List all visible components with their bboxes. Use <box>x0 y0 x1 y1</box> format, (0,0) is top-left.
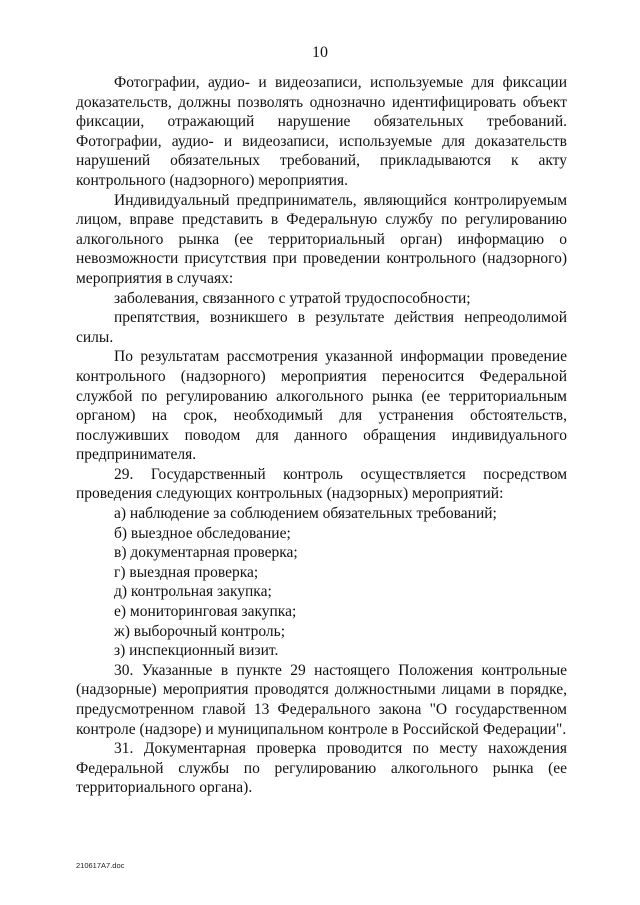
list-item: д) контрольная закупка; <box>114 583 272 601</box>
page-number: 10 <box>312 44 328 61</box>
list-item: ж) выборочный контроль; <box>114 622 286 640</box>
list-item: е) мониторинговая закупка; <box>114 603 297 621</box>
paragraph-30-officials: 30. Указанные в пункте 29 настоящего Положения контрольные (надзорные) мероприятия проводятся должностными лицами в порядке, предусмотренном главой 13 Федерального закона "О государственном контроле (надзоре) и муниципальном контроле в Российской Федерации". <box>76 661 567 738</box>
paragraph-entrepreneur-absence: Индивидуальный предприниматель, являющийся контролируемым лицом, вправе представить в Федеральную службу по регулированию алкогольного рынка (ее территориальный орган) информацию о невозможности присутствия при проведении контрольного (надзорного) мероприятия в случаях: <box>76 191 567 287</box>
list-item: б) выездное обследование; <box>114 524 291 542</box>
paragraph-postponement: По результатам рассмотрения указанной информации проведение контрольного (надзорного) мероприятия переносится Федеральной службой по регулированию алкогольного рынка (ее территориальным органом) на срок, необходимый для устранения обстоятельств, послуживших поводом для данного обращения индивидуального предпринимателя. <box>76 348 567 464</box>
list-item: г) выездная проверка; <box>114 563 259 581</box>
list-item: а) наблюдение за соблюдением обязательных требований; <box>114 505 497 523</box>
list-item: з) инспекционный визит. <box>114 642 279 660</box>
paragraph-29-control-measures: 29. Государственный контроль осуществляется посредством проведения следующих контрольных (надзорных) мероприятий: <box>76 465 567 503</box>
document-body <box>76 73 567 798</box>
paragraph-case-force-majeure: препятствия, возникшего в результате действия непреодолимой силы. <box>76 309 567 346</box>
paragraph-case-illness: заболевания, связанного с утратой трудоспособности; <box>114 289 471 307</box>
footer-document-code: 210617A7.doc <box>76 861 125 870</box>
paragraph-31-documentary-check: 31. Документарная проверка проводится по месту нахождения Федеральной службы по регулированию алкогольного рынка (ее территориального органа). <box>76 740 567 797</box>
paragraph-photo-evidence: Фотографии, аудио- и видеозаписи, используемые для фиксации доказательств, должны позволять однозначно идентифицировать объект фиксации, отражающий нарушение обязательных требований. Фотографии, аудио- и видеозаписи, используемые для доказательств нарушений обязательных требований, прикладываются к акту контрольного (надзорного) мероприятия. <box>76 74 567 189</box>
list-item: в) документарная проверка; <box>114 544 298 562</box>
